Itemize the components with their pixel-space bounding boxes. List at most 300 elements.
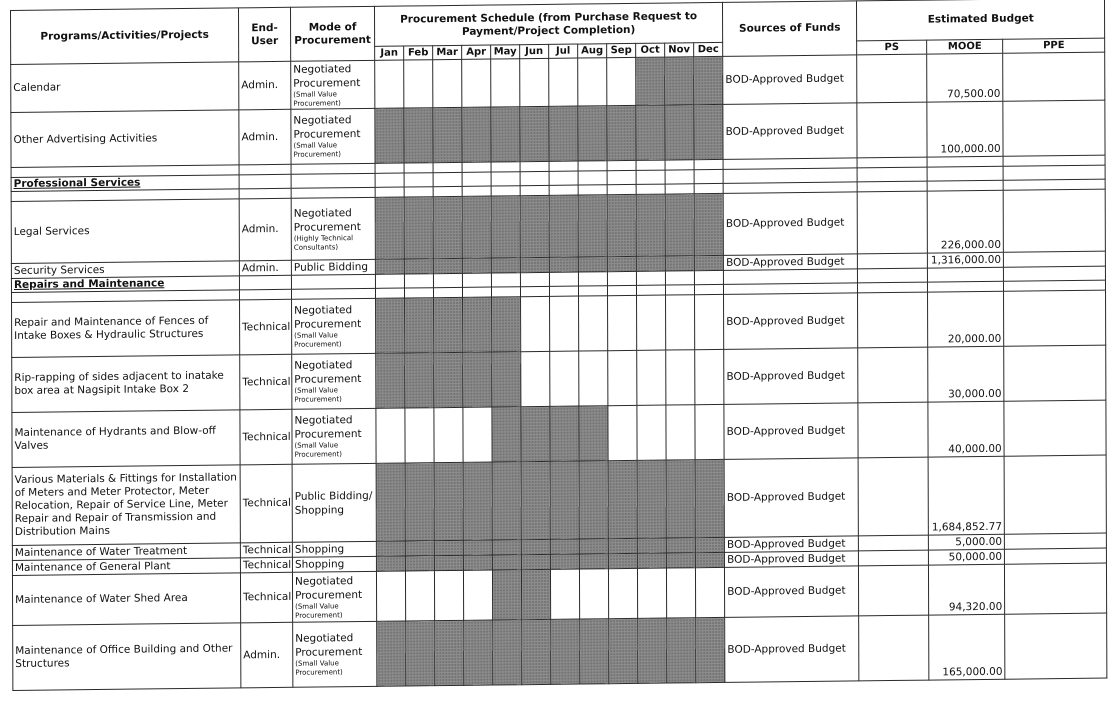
- schedule-cell: [607, 57, 636, 105]
- funds-cell: BOD-Approved Budget: [723, 192, 857, 256]
- program-cell: Legal Services: [11, 199, 239, 264]
- empty-cell: [723, 168, 857, 184]
- schedule-cell-active: [375, 108, 404, 163]
- schedule-cell-active: [521, 539, 550, 554]
- schedule-cell: [666, 350, 695, 405]
- program-cell: Repair and Maintenance of Fences of Intake Boxes & Hydraulic Structures: [12, 300, 240, 358]
- empty-cell: [462, 162, 491, 172]
- ppe-cell: [1003, 52, 1105, 101]
- empty-cell: [239, 164, 291, 175]
- mode-cell: [293, 621, 377, 687]
- schedule-cell-active: [521, 569, 550, 619]
- month-header: May: [491, 45, 520, 59]
- header-funds: Sources of Funds: [723, 1, 857, 57]
- procurement-plan-table: [10, 0, 1108, 691]
- schedule-cell-active: [665, 57, 694, 105]
- end-user-cell: Admin.: [239, 109, 291, 165]
- mooe-cell: 5,000.00: [929, 534, 1005, 550]
- schedule-cell: [666, 295, 695, 350]
- mode-cell: [291, 259, 375, 275]
- funds-cell: BOD-Approved Budget: [725, 616, 859, 683]
- schedule-cell-active: [492, 462, 521, 540]
- ps-cell: [858, 253, 928, 269]
- funds-cell: BOD-Approved Budget: [725, 566, 859, 618]
- mode-cell: [292, 298, 376, 354]
- ppe-cell: [1004, 251, 1106, 267]
- empty-cell: [928, 267, 1004, 282]
- empty-cell: [578, 185, 607, 195]
- ps-cell: [857, 54, 927, 103]
- end-user-cell: Technical: [240, 299, 292, 355]
- table-row: [13, 613, 1107, 690]
- schedule-cell-active: [491, 107, 520, 162]
- schedule-cell-active: [578, 195, 607, 257]
- schedule-cell-active: [462, 196, 491, 258]
- program-cell: Rip-rapping of sides adjacent to inatake box area at Nagsipit Intake Box 2: [12, 355, 240, 413]
- section-title: Repairs and Maintenance: [11, 276, 239, 293]
- schedule-cell-active: [608, 538, 637, 553]
- schedule-cell-active: [520, 106, 549, 161]
- schedule-cell-active: [667, 618, 696, 683]
- schedule-cell-active: [579, 406, 608, 461]
- schedule-cell-active: [492, 407, 521, 462]
- schedule-cell-active: [435, 620, 464, 685]
- ps-cell: [857, 102, 927, 158]
- plan-body: [11, 52, 1107, 690]
- mode-main-text: Shopping: [294, 543, 345, 556]
- mode-sub-text: (Small Value Procurement): [293, 89, 341, 108]
- empty-cell: [491, 287, 520, 297]
- schedule-cell-active: [665, 256, 694, 271]
- schedule-cell-active: [694, 255, 723, 270]
- program-cell: Various Materials & Fittings for Installation of Meters and Meter Protector, Meter Relocation, Repair of Service Line, Meter Repair and Repair of Transmission and Distribution Mains: [12, 465, 240, 546]
- schedule-cell: [549, 58, 578, 106]
- schedule-cell-active: [695, 552, 724, 567]
- empty-cell: [291, 173, 375, 188]
- program-cell: Maintenance of Water Shed Area: [12, 573, 240, 626]
- schedule-cell: [521, 351, 550, 406]
- month-header: Jan: [375, 46, 404, 60]
- month-header: Jul: [549, 44, 578, 58]
- empty-cell: [636, 271, 665, 285]
- empty-cell: [607, 271, 636, 285]
- schedule-cell-active: [636, 256, 665, 271]
- mooe-cell: 40,000.00: [928, 401, 1004, 457]
- month-header: Feb: [404, 46, 433, 60]
- schedule-cell: [579, 296, 608, 351]
- empty-cell: [694, 284, 723, 294]
- schedule-cell-active: [434, 540, 463, 555]
- schedule-cell-active: [637, 538, 666, 553]
- schedule-cell-active: [580, 619, 609, 684]
- empty-cell: [491, 273, 520, 287]
- empty-cell: [607, 285, 636, 295]
- mooe-cell: 30,000.00: [928, 346, 1004, 402]
- schedule-cell: [666, 568, 695, 618]
- schedule-cell-active: [464, 620, 493, 685]
- schedule-cell: [637, 350, 666, 405]
- mode-main-text: Negotiated Procurement: [295, 632, 363, 659]
- ppe-cell: [1005, 613, 1107, 679]
- month-header: Jun: [520, 44, 549, 58]
- header-schedule: Procurement Schedule (from Purchase Request to Payment/Project Completion): [374, 2, 722, 46]
- schedule-cell-active: [521, 406, 550, 461]
- empty-cell: [520, 286, 549, 296]
- ppe-cell: [1005, 563, 1107, 614]
- schedule-cell: [578, 58, 607, 106]
- schedule-cell-active: [666, 538, 695, 553]
- month-header: Dec: [694, 42, 723, 56]
- empty-cell: [578, 171, 607, 185]
- schedule-cell-active: [550, 461, 579, 539]
- schedule-cell-active: [520, 195, 549, 257]
- empty-cell: [375, 187, 404, 197]
- empty-cell: [607, 160, 636, 170]
- schedule-cell-active: [607, 105, 636, 160]
- schedule-cell-active: [521, 461, 550, 539]
- schedule-cell-active: [463, 555, 492, 570]
- mode-cell: [292, 353, 376, 409]
- empty-cell: [636, 184, 665, 194]
- schedule-cell: [463, 570, 492, 620]
- mode-main-text: Negotiated Procurement: [294, 304, 362, 331]
- end-user-cell: Technical: [240, 464, 292, 543]
- empty-cell: [694, 270, 723, 284]
- schedule-cell-active: [493, 620, 522, 685]
- empty-cell: [239, 275, 291, 290]
- schedule-cell-active: [636, 57, 665, 105]
- end-user-cell: Admin.: [239, 198, 291, 261]
- header-ps: PS: [857, 40, 927, 55]
- schedule-cell-active: [695, 459, 724, 537]
- schedule-cell-active: [608, 460, 637, 538]
- mode-cell: [291, 197, 375, 260]
- schedule-cell-active: [463, 352, 492, 407]
- schedule-cell-active: [608, 553, 637, 568]
- schedule-cell-active: [520, 257, 549, 272]
- mooe-cell: 100,000.00: [927, 101, 1003, 157]
- funds-cell: BOD-Approved Budget: [724, 403, 858, 460]
- empty-cell: [520, 161, 549, 171]
- mode-sub-text: (Small Value Procurement): [294, 441, 343, 459]
- schedule-cell-active: [376, 298, 405, 353]
- schedule-cell-active: [636, 105, 665, 160]
- schedule-cell: [637, 295, 666, 350]
- schedule-cell-active: [694, 104, 723, 159]
- month-header: Nov: [665, 43, 694, 57]
- program-cell: Maintenance of Hydrants and Blow-off Valves: [12, 410, 240, 468]
- mode-main-text: Negotiated Procurement: [293, 62, 361, 90]
- empty-cell: [549, 161, 578, 171]
- empty-cell: [549, 286, 578, 296]
- ps-cell: [859, 535, 929, 551]
- schedule-cell-active: [434, 352, 463, 407]
- empty-cell: [636, 170, 665, 184]
- empty-cell: [520, 185, 549, 195]
- schedule-cell-active: [406, 621, 435, 686]
- header-end-user: End-User: [239, 7, 291, 62]
- empty-cell: [858, 268, 928, 283]
- empty-cell: [694, 169, 723, 183]
- schedule-cell-active: [405, 556, 434, 571]
- mode-cell: [291, 108, 375, 164]
- empty-cell: [433, 186, 462, 196]
- schedule-cell-active: [665, 105, 694, 160]
- funds-cell: BOD-Approved Budget: [725, 536, 859, 553]
- ppe-cell: [1004, 455, 1106, 534]
- empty-cell: [857, 167, 927, 182]
- schedule-cell-active: [376, 541, 405, 556]
- schedule-cell: [434, 407, 463, 462]
- schedule-cell: [375, 60, 404, 108]
- ppe-cell: [1005, 533, 1107, 549]
- schedule-cell-active: [696, 617, 725, 682]
- header-ppe: PPE: [1003, 38, 1105, 53]
- mode-cell: [292, 408, 376, 464]
- schedule-cell-active: [637, 553, 666, 568]
- mode-main-text: Negotiated Procurement: [294, 414, 362, 441]
- empty-cell: [433, 162, 462, 172]
- schedule-cell-active: [463, 540, 492, 555]
- schedule-cell: [608, 568, 637, 618]
- schedule-cell-active: [462, 107, 491, 162]
- ppe-cell: [1005, 548, 1107, 564]
- schedule-cell: [579, 351, 608, 406]
- empty-cell: [404, 288, 433, 298]
- schedule-cell-active: [405, 463, 434, 541]
- empty-cell: [665, 170, 694, 184]
- schedule-cell: [666, 405, 695, 460]
- mode-main-text: Shopping: [294, 558, 345, 571]
- schedule-cell-active: [405, 541, 434, 556]
- mode-sub-text: (Highly Technical Consultants): [293, 233, 354, 252]
- schedule-cell: [550, 296, 579, 351]
- mode-sub-text: (Small Value Procurement): [294, 386, 342, 404]
- empty-cell: [549, 185, 578, 195]
- empty-cell: [462, 172, 491, 186]
- mode-main-text: Public Bidding: [293, 260, 369, 274]
- schedule-cell-active: [521, 554, 550, 569]
- mooe-cell: 94,320.00: [929, 564, 1005, 615]
- empty-cell: [520, 272, 549, 286]
- mode-sub-text: (Small Value Procurement): [294, 331, 342, 349]
- month-header: Aug: [578, 44, 607, 58]
- schedule-cell-active: [434, 462, 463, 540]
- schedule-cell-active: [433, 258, 462, 273]
- schedule-cell-active: [376, 463, 405, 541]
- schedule-cell-active: [492, 555, 521, 570]
- empty-cell: [462, 287, 491, 297]
- ps-cell: [858, 347, 928, 403]
- program-cell: Maintenance of General Plant: [12, 558, 240, 576]
- schedule-cell: [579, 569, 608, 619]
- mode-main-text: Negotiated Procurement: [294, 359, 362, 386]
- funds-cell: BOD-Approved Budget: [723, 55, 857, 105]
- schedule-cell-active: [638, 618, 667, 683]
- empty-cell: [433, 287, 462, 297]
- schedule-cell-active: [579, 461, 608, 539]
- empty-cell: [239, 289, 291, 300]
- schedule-cell-active: [405, 298, 434, 353]
- funds-cell: BOD-Approved Budget: [724, 348, 858, 405]
- empty-cell: [665, 184, 694, 194]
- schedule-cell-active: [694, 193, 723, 255]
- month-header: Mar: [433, 45, 462, 59]
- schedule-cell: [463, 407, 492, 462]
- schedule-cell-active: [609, 618, 638, 683]
- schedule-cell-active: [375, 259, 404, 274]
- section-title: Professional Services: [11, 175, 239, 192]
- end-user-cell: Technical: [240, 557, 292, 573]
- procurement-plan-sheet: [10, 0, 1106, 714]
- mode-main-text: Negotiated Procurement: [293, 206, 361, 234]
- empty-cell: [491, 162, 520, 172]
- mooe-cell: 20,000.00: [928, 291, 1004, 347]
- schedule-cell: [405, 408, 434, 463]
- mode-main-text: Negotiated Procurement: [293, 114, 361, 141]
- schedule-cell-active: [579, 539, 608, 554]
- schedule-cell-active: [578, 257, 607, 272]
- empty-cell: [578, 286, 607, 296]
- end-user-cell: Technical: [240, 354, 292, 410]
- mode-sub-text: (Small Value Procurement): [295, 659, 343, 677]
- schedule-cell-active: [404, 197, 433, 259]
- empty-cell: [239, 174, 291, 189]
- schedule-cell-active: [694, 56, 723, 104]
- schedule-cell-active: [405, 353, 434, 408]
- funds-cell: BOD-Approved Budget: [725, 551, 859, 568]
- mode-cell: [292, 571, 376, 622]
- schedule-cell-active: [665, 194, 694, 256]
- mode-main-text: Public Bidding/ Shopping: [294, 489, 373, 517]
- empty-cell: [665, 160, 694, 170]
- ps-cell: [857, 191, 927, 254]
- schedule-cell-active: [433, 107, 462, 162]
- end-user-cell: Admin.: [239, 61, 291, 110]
- ppe-cell: [1004, 290, 1106, 346]
- table-row: [12, 455, 1106, 545]
- month-header: Apr: [462, 45, 491, 59]
- mode-cell: [292, 463, 376, 542]
- empty-cell: [433, 172, 462, 186]
- empty-cell: [665, 271, 694, 285]
- empty-cell: [694, 159, 723, 169]
- end-user-cell: Technical: [240, 572, 292, 623]
- ppe-cell: [1003, 100, 1105, 156]
- schedule-cell-active: [434, 555, 463, 570]
- end-user-cell: Admin.: [241, 622, 293, 688]
- schedule-cell: [520, 58, 549, 106]
- schedule-cell: [550, 569, 579, 619]
- ps-cell: [859, 565, 929, 616]
- schedule-cell: [608, 350, 637, 405]
- empty-cell: [375, 274, 404, 288]
- schedule-cell-active: [550, 554, 579, 569]
- schedule-cell: [695, 294, 724, 349]
- empty-cell: [549, 171, 578, 185]
- program-cell: Other Advertising Activities: [11, 110, 239, 168]
- schedule-cell-active: [491, 258, 520, 273]
- schedule-cell-active: [492, 540, 521, 555]
- schedule-cell-active: [376, 353, 405, 408]
- schedule-cell-active: [579, 554, 608, 569]
- schedule-cell-active: [607, 194, 636, 256]
- empty-cell: [636, 160, 665, 170]
- schedule-cell: [695, 404, 724, 459]
- schedule-cell-active: [463, 297, 492, 352]
- schedule-cell: [637, 568, 666, 618]
- mode-main-text: Negotiated Procurement: [294, 574, 363, 602]
- empty-cell: [1004, 266, 1106, 281]
- schedule-cell-active: [375, 197, 404, 259]
- schedule-cell-active: [376, 556, 405, 571]
- mode-cell: [292, 556, 376, 572]
- ps-cell: [858, 292, 928, 348]
- schedule-cell-active: [492, 352, 521, 407]
- mooe-cell: 70,500.00: [927, 53, 1003, 102]
- schedule-cell-active: [636, 194, 665, 256]
- schedule-cell-active: [522, 619, 551, 684]
- schedule-cell: [434, 570, 463, 620]
- ps-cell: [858, 402, 928, 458]
- schedule-cell: [608, 295, 637, 350]
- empty-cell: [404, 187, 433, 197]
- schedule-cell-active: [404, 108, 433, 163]
- schedule-cell: [376, 408, 405, 463]
- empty-cell: [404, 163, 433, 173]
- schedule-cell-active: [551, 619, 580, 684]
- schedule-cell: [376, 571, 405, 621]
- schedule-cell-active: [637, 460, 666, 538]
- empty-cell: [404, 274, 433, 288]
- empty-cell: [291, 274, 375, 289]
- end-user-cell: Technical: [240, 409, 292, 465]
- schedule-cell: [462, 59, 491, 107]
- schedule-cell-active: [549, 257, 578, 272]
- empty-cell: [462, 186, 491, 196]
- schedule-cell-active: [549, 195, 578, 257]
- schedule-cell-active: [607, 256, 636, 271]
- funds-cell: BOD-Approved Budget: [723, 103, 857, 160]
- mooe-cell: 1,684,852.77: [928, 456, 1004, 535]
- schedule-cell: [550, 351, 579, 406]
- empty-cell: [927, 166, 1003, 181]
- empty-cell: [665, 285, 694, 295]
- schedule-cell-active: [433, 196, 462, 258]
- header-mode: Mode of Procurement: [291, 6, 375, 61]
- empty-cell: [520, 171, 549, 185]
- schedule-cell-active: [550, 539, 579, 554]
- empty-cell: [1003, 165, 1105, 180]
- schedule-cell-active: [666, 553, 695, 568]
- ps-cell: [859, 615, 929, 681]
- program-cell: Maintenance of Office Building and Other Structures: [13, 623, 241, 691]
- month-header: Sep: [607, 43, 636, 57]
- empty-cell: [433, 273, 462, 287]
- mooe-cell: 50,000.00: [929, 549, 1005, 565]
- schedule-cell: [405, 571, 434, 621]
- mode-sub-text: (Small Value Procurement): [295, 601, 343, 620]
- schedule-cell-active: [666, 460, 695, 538]
- schedule-cell: [521, 296, 550, 351]
- mode-sub-text: (Small Value Procurement): [293, 141, 341, 159]
- ppe-cell: [1004, 400, 1106, 456]
- header-programs: Programs/Activities/Projects: [11, 8, 239, 65]
- schedule-cell: [695, 567, 724, 617]
- program-cell: Maintenance of Water Treatment: [12, 543, 240, 561]
- schedule-cell-active: [463, 462, 492, 540]
- empty-cell: [491, 172, 520, 186]
